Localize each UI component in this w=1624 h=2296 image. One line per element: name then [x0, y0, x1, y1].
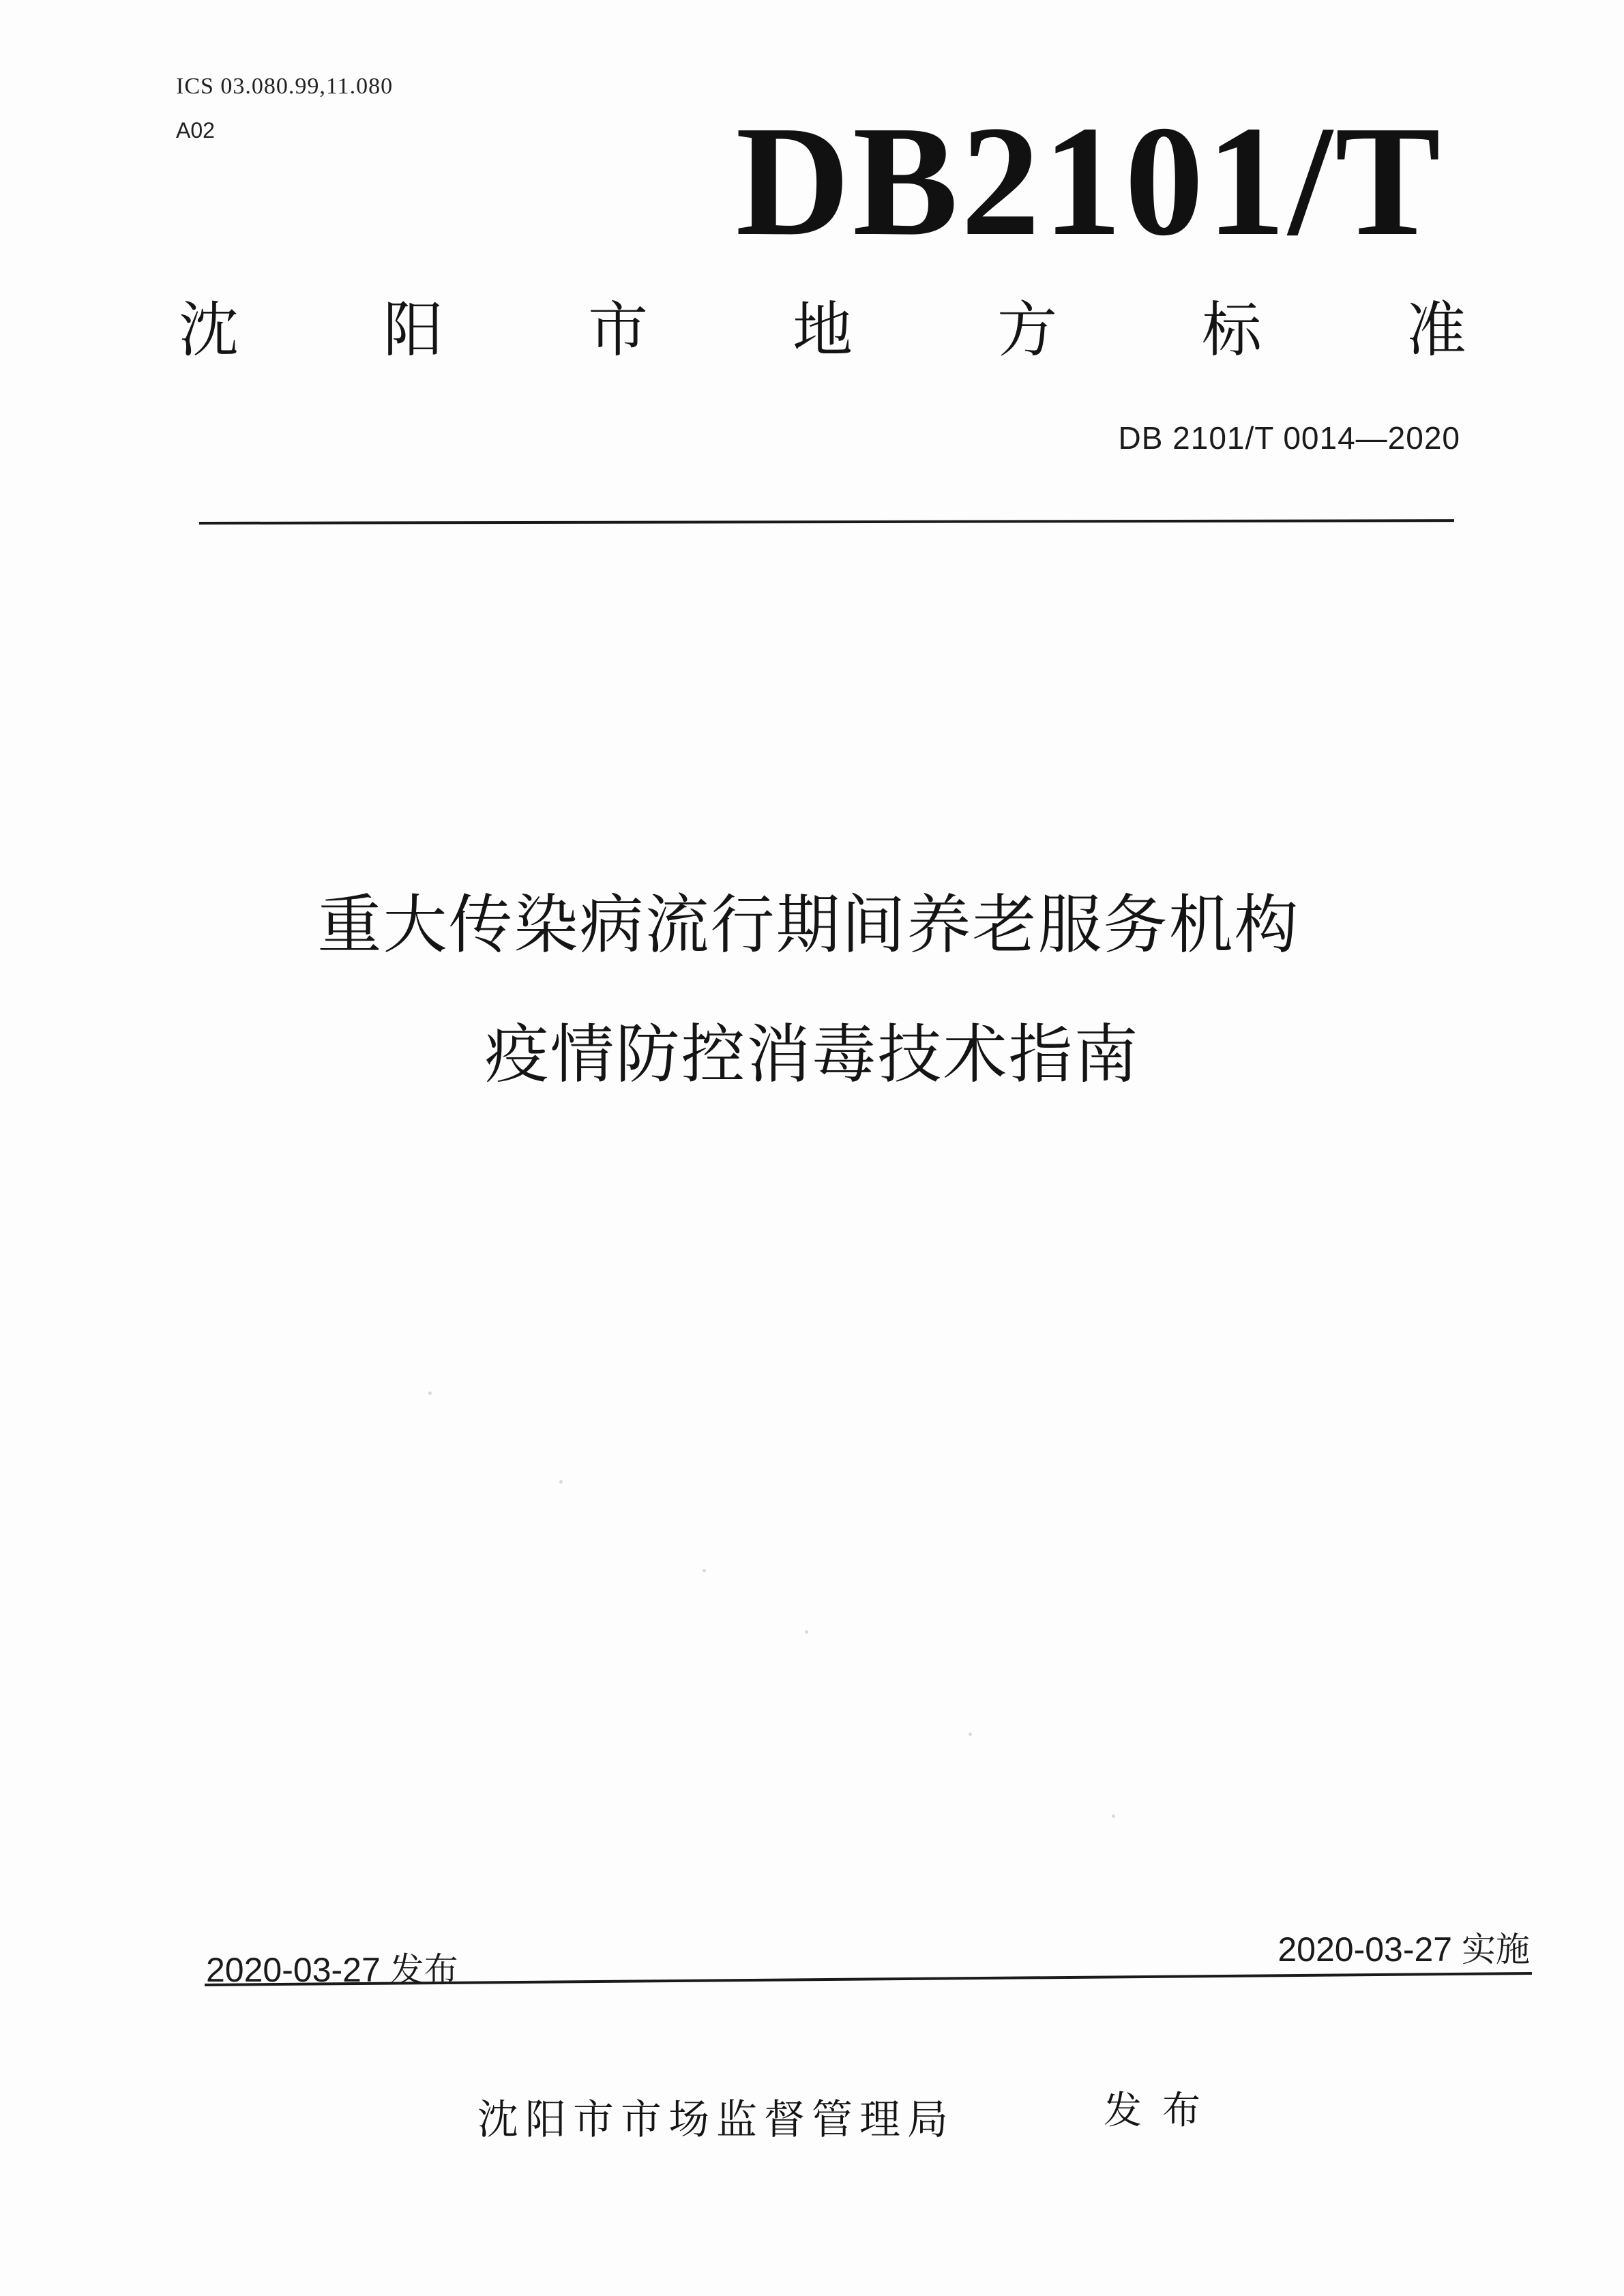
- standard-type-char: 沈: [179, 295, 239, 365]
- document-title-line-1: 重大传染病流行期间养老服务机构: [317, 888, 1300, 962]
- scan-speck: [703, 1569, 706, 1572]
- standard-type-char: 阳: [383, 295, 443, 365]
- standard-type-char: 准: [1406, 295, 1466, 365]
- scan-speck: [805, 1630, 808, 1634]
- document-title-line-2: 疫情防控消毒技术指南: [484, 1018, 1140, 1092]
- ccs-code: A02: [176, 118, 215, 143]
- implement-date: 2020-03-27 实施: [1278, 1930, 1530, 1969]
- publish-date: 2020-03-27 发布: [206, 1951, 458, 1989]
- standard-type-char: 标: [1201, 295, 1262, 365]
- scan-speck: [969, 1733, 972, 1736]
- standard-code-heading: DB2101/T: [735, 93, 1443, 269]
- standard-type-char: 地: [792, 295, 853, 365]
- publisher-name: 沈阳市市场监督管理局: [477, 2096, 955, 2144]
- scan-speck: [1112, 1814, 1115, 1818]
- standard-type-char: 市: [587, 295, 648, 365]
- standard-number: DB 2101/T 0014—2020: [1118, 420, 1460, 456]
- standard-type-char: 方: [996, 295, 1057, 365]
- ics-code: ICS 03.080.99,11.080: [176, 74, 394, 99]
- publish-label: 发布: [1104, 2089, 1221, 2133]
- top-divider: [199, 519, 1454, 525]
- standard-type-heading: [179, 295, 1466, 365]
- scan-speck: [428, 1392, 432, 1395]
- scan-speck: [559, 1480, 563, 1484]
